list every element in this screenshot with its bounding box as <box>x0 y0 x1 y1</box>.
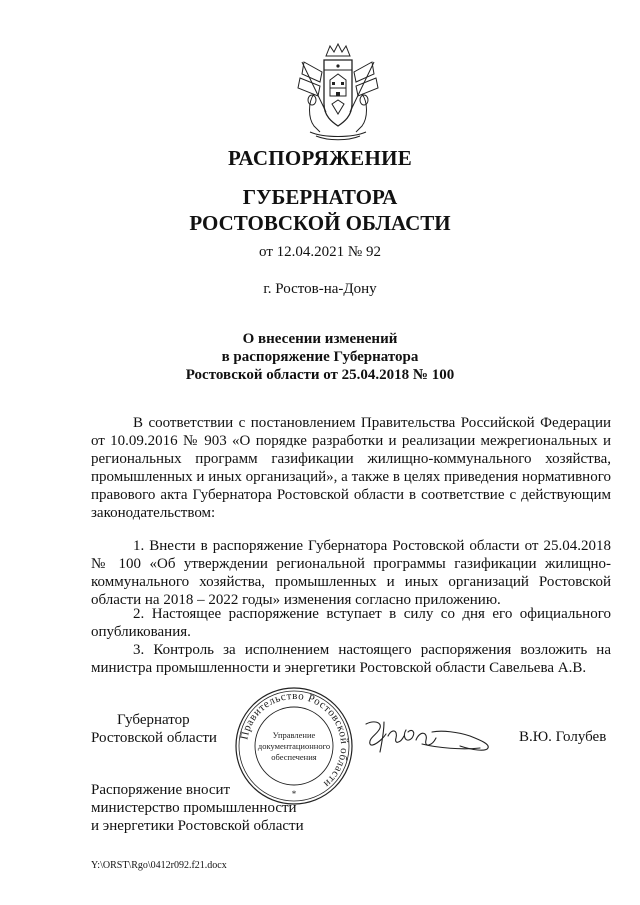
stamp-outer-text: Правительство Ростовской области <box>238 689 351 791</box>
submitter-block <box>91 781 304 835</box>
submitter-line-3: и энергетики Ростовской области <box>91 818 304 834</box>
issuer-line-2: РОСТОВСКОЙ ОБЛАСТИ <box>189 211 451 235</box>
issuer-heading <box>0 184 640 236</box>
signatory-title-line-2: Ростовской области <box>91 730 217 746</box>
item-2-paragraph: 2. Настоящее распоряжение вступает в силу со дня его официального опубликования. <box>91 606 611 640</box>
stamp-inner-line-3: обеспечения <box>271 752 317 762</box>
item-1-paragraph: 1. Внести в распоряжение Губернатора Ростовской области от 25.04.2018 № 100 «Об утверждении региональной программы газификации жилищно-коммунального хозяйства, промышленных и иных организаций Ростовской области на 2018 – 2022 годы» изменения согласно приложению. <box>91 538 611 608</box>
stamp-inner-line-1: Управление <box>272 730 316 740</box>
svg-text:*: * <box>291 789 297 799</box>
handwritten-signature <box>362 718 496 758</box>
intro-paragraph: В соответствии с постановлением Правительства Российской Федерации от 10.09.2016 № 903 «О порядке разработки и реализации межрегиональных и региональных программ газификации жилищно-коммунального хозяйства, промышленных и иных организаций», а также в целях приведения нормативного правового акта Губернатора Ростовской области в соответствие с действующим законодательством: <box>91 415 611 521</box>
document-type-heading: РАСПОРЯЖЕНИЕ <box>227 146 413 170</box>
issuer-line-1: ГУБЕРНАТОРА <box>242 185 398 209</box>
submitter-line-2: министерство промышленности <box>91 800 297 816</box>
document-title <box>0 330 640 384</box>
title-line-1: О внесении изменений <box>242 331 398 347</box>
submitter-line-1: Распоряжение вносит <box>91 782 231 798</box>
date-and-number: от 12.04.2021 № 92 <box>259 244 381 260</box>
signatory-title <box>91 711 231 747</box>
signatory-title-line-1: Губернатор <box>117 712 190 728</box>
file-path-footer: Y:\ORST\Rgo\0412r092.f21.docx <box>91 860 227 871</box>
title-line-2: в распоряжение Губернатора <box>221 349 419 365</box>
title-line-3: Ростовской области от 25.04.2018 № 100 <box>185 367 455 383</box>
city: г. Ростов-на-Дону <box>263 281 377 297</box>
coat-of-arms-emblem <box>296 42 380 142</box>
stamp-inner-line-2: документационного <box>257 741 331 751</box>
item-3-paragraph: 3. Контроль за исполнением настоящего распоряжения возложить на министра промышленности и энергетики Ростовской области Савельева А.В. <box>91 642 611 676</box>
signatory-name: В.Ю. Голубев <box>519 729 607 745</box>
